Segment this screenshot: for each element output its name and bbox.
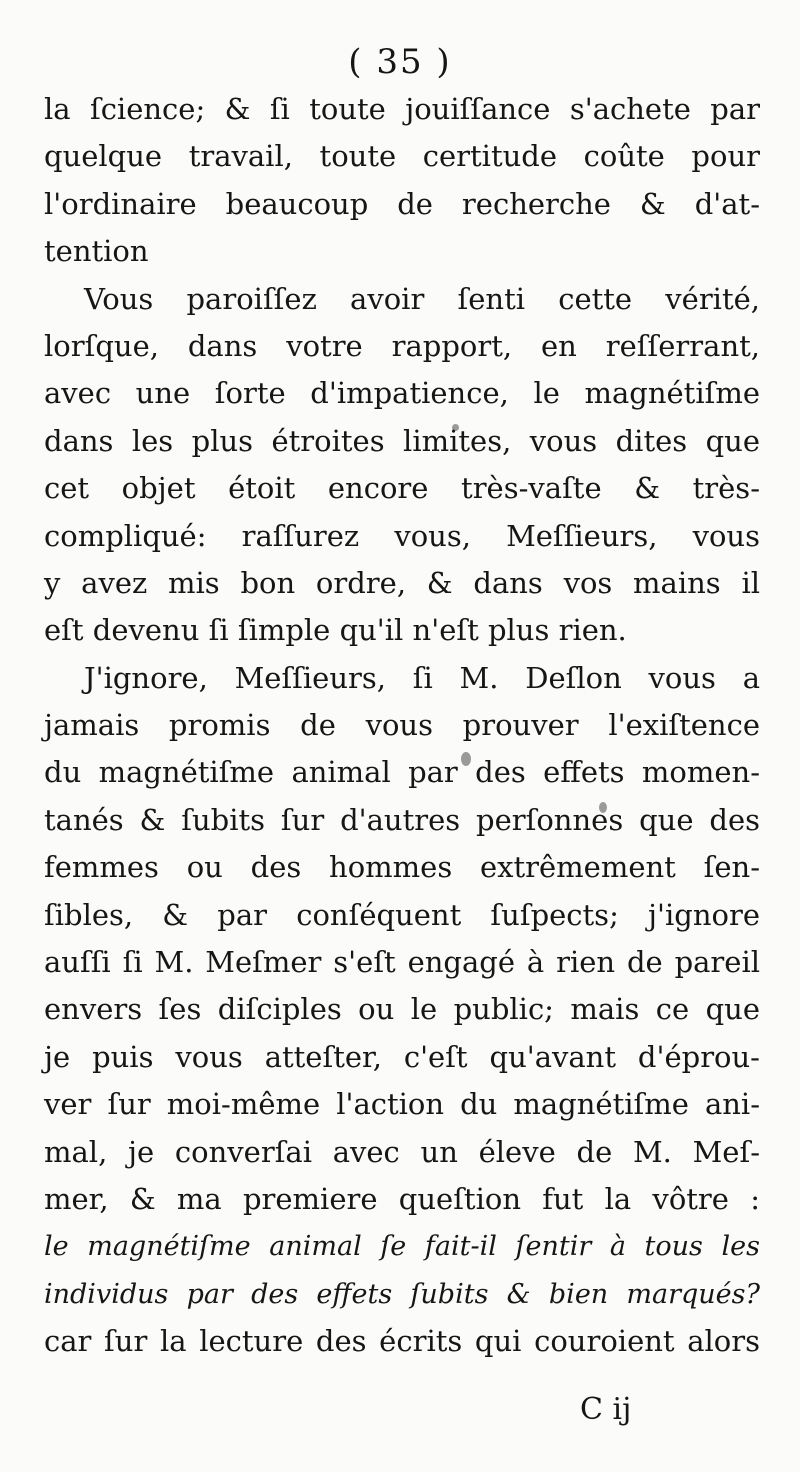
text-line: femmes ou des hommes extrêmement ſen- bbox=[44, 850, 760, 885]
page-number: ( 35 ) bbox=[348, 42, 452, 82]
text-line: eſt devenu ſi ſimple qu'il n'eſt plus rien. bbox=[44, 613, 627, 648]
text-line: jamais promis de vous prouver l'exiſtence bbox=[44, 708, 760, 743]
text-line: mal, je converſai avec un éleve de M. Meſ- bbox=[44, 1134, 760, 1169]
text-line: individus par des effets ſubits & bien marqués? bbox=[44, 1278, 760, 1310]
text-line: ver ſur moi-même l'action du magnétiſme ani- bbox=[44, 1087, 760, 1122]
text-line: car ſur la lecture des écrits qui couroient alors bbox=[44, 1324, 760, 1359]
text-line: cet objet étoit encore très-vaſte & très- bbox=[44, 471, 760, 506]
text-line: dans les plus étroites limites, vous dites que bbox=[44, 423, 760, 458]
text-line: quelque travail, toute certitude coûte pour bbox=[44, 139, 760, 174]
text-line: l'ordinaire beaucoup de recherche & d'at- bbox=[44, 186, 760, 221]
text-line: avec une ſorte d'impatience, le magnétiſme bbox=[44, 376, 760, 411]
text-line: auſſi ſi M. Meſmer s'eſt engagé à rien de pareil bbox=[44, 945, 760, 980]
text-line: envers ſes diſciples ou le public; mais ce que bbox=[44, 992, 760, 1027]
text-line: la ſcience; & ſi toute jouiſſance s'achete par bbox=[44, 92, 760, 126]
text-line: lorſque, dans votre rapport, en reſſerrant, bbox=[44, 328, 760, 363]
text-line: J'ignore, Meſſieurs, ſi M. Deſlon vous a bbox=[84, 660, 760, 695]
text-line: le magnétiſme animal ſe fait-il ſentir à tous les bbox=[44, 1231, 760, 1263]
text-line: tanés & ſubits ſur d'autres perſonnes que des bbox=[44, 802, 760, 837]
body-text bbox=[44, 86, 760, 1366]
text-line: ſibles, & par conſéquent ſuſpects; j'ignore bbox=[44, 897, 760, 932]
text-line: compliqué: raſſurez vous, Meſſieurs, vous bbox=[44, 518, 760, 553]
text-line: y avez mis bon ordre, & dans vos mains il bbox=[44, 565, 760, 600]
catchword-signature: C ij bbox=[580, 1392, 632, 1427]
text-line: tention bbox=[44, 234, 149, 269]
text-line: je puis vous atteſter, c'eſt qu'avant d'éprou- bbox=[44, 1039, 760, 1074]
text-line: du magnétiſme animal par des effets momen- bbox=[44, 755, 760, 790]
text-line: mer, & ma premiere queſtion fut la vôtre : bbox=[44, 1181, 760, 1216]
text-line: Vous paroiſſez avoir ſenti cette vérité, bbox=[84, 281, 760, 316]
